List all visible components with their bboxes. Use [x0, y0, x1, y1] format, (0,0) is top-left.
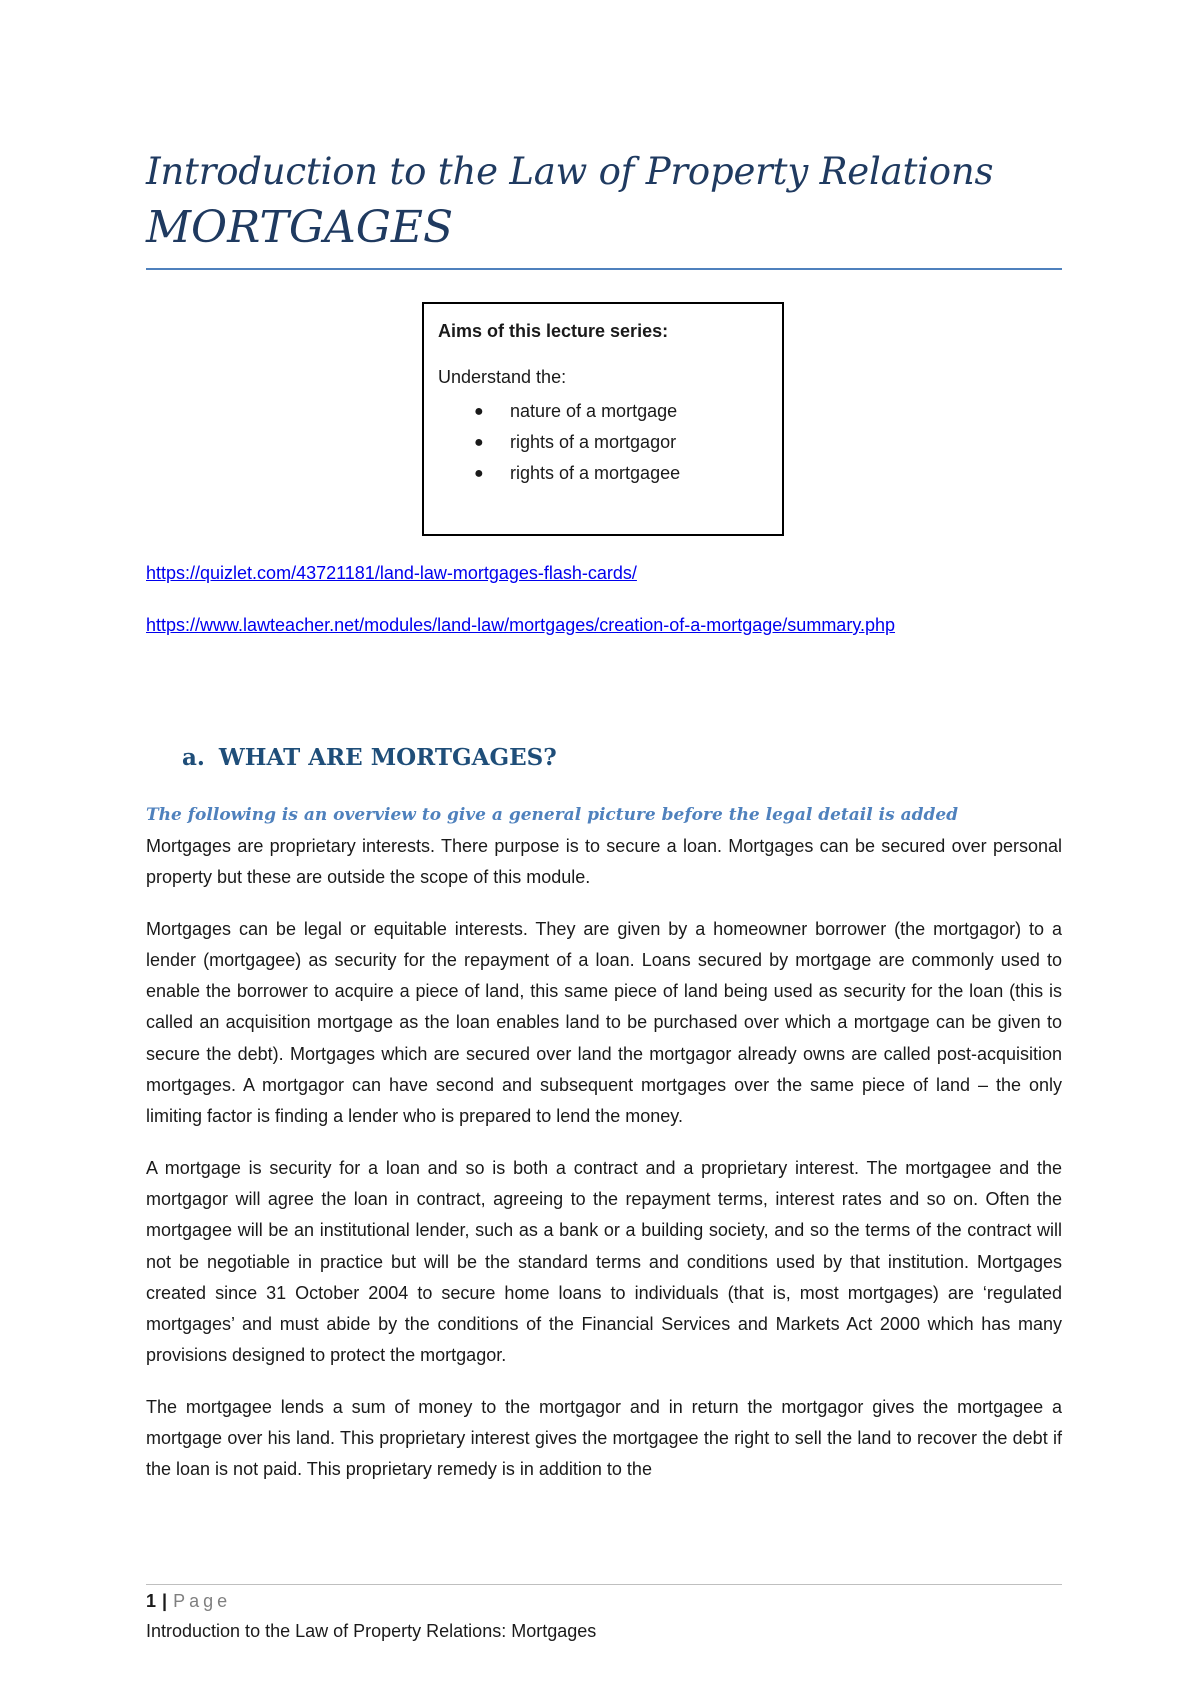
paragraph: Mortgages can be legal or equitable interests. They are given by a homeowner borrower (the mortgagor) to a lender (mortgagee) as security for the repayment of a loan. Loans secured by mortgage are commonly used to enable the borrower to acquire a piece of land, this same piece of land being used as security for the loan (this is called an acquisition mortgage as the loan enables land to be purchased over which a mortgage can be given to secure the debt). Mortgages which are secured over land the mortgagor already owns are called post-acquisition mortgages. A mortgagor can have second and subsequent mortgages over the same piece of land – the only limiting factor is finding a lender who is prepared to lend the money.: [146, 918, 1062, 1127]
title-line-1: Introduction to the Law of Property Relations: [146, 150, 994, 193]
list-item: [438, 396, 768, 427]
bullet-icon: ●: [474, 434, 484, 451]
list-item: [438, 427, 768, 458]
document-title: [146, 146, 1062, 258]
body-text: [146, 800, 1062, 1486]
aims-heading: Aims of this lecture series:: [438, 321, 669, 341]
paragraph: The mortgagee lends a sum of money to the mortgagor and in return the mortgagor gives the mortgagee a mortgage over his land. This proprietary interest gives the mortgagee the right to sell the land to recover the debt if the loan is not paid. This proprietary remedy is in addition to the: [146, 1396, 1062, 1480]
section-marker: a.: [182, 744, 205, 771]
footer-divider: [146, 1584, 1062, 1585]
lawteacher-link[interactable]: https://www.lawteacher.net/modules/land-law/mortgages/creation-of-a-mortgage/summary.php: [146, 615, 896, 635]
document-page: [146, 0, 1062, 1698]
aims-item-label: rights of a mortgagor: [510, 432, 677, 452]
title-line-2: MORTGAGES: [146, 202, 454, 253]
section-heading: [182, 744, 557, 771]
aims-item-label: nature of a mortgage: [510, 401, 678, 421]
aims-intro: Understand the:: [438, 367, 567, 387]
section-heading-text: WHAT ARE MORTGAGES?: [218, 744, 557, 771]
overview-note: The following is an overview to give a general picture before the legal detail is added: [146, 805, 959, 825]
footer-page-number: [146, 1588, 231, 1614]
footer-document-title: Introduction to the Law of Property Relations: Mortgages: [146, 1621, 597, 1641]
aims-box: [422, 302, 784, 536]
paragraph: Mortgages are proprietary interests. There purpose is to secure a loan. Mortgages can be secured over personal property but these are outside the scope of this module.: [146, 836, 1062, 888]
bullet-icon: ●: [474, 465, 484, 482]
aims-item-label: rights of a mortgagee: [510, 463, 681, 483]
paragraph: A mortgage is security for a loan and so is both a contract and a proprietary interest. The mortgagee and the mortgagor will agree the loan in contract, agreeing to the repayment terms, interest rates and so on. Often the mortgagee will be an institutional lender, such as a bank or a building society, and so the terms of the contract will not be negotiable in practice but will be the standard terms and conditions used by that institution. Mortgages created since 31 October 2004 to secure home loans to individuals (that is, most mortgages) are ‘regulated mortgages’ and must abide by the conditions of the Financial Services and Markets Act 2000 which has many provisions designed to protect the mortgagor.: [146, 1157, 1062, 1366]
aims-list: [438, 396, 768, 489]
quizlet-link[interactable]: https://quizlet.com/43721181/land-law-mortgages-flash-cards/: [146, 563, 637, 583]
bullet-icon: ●: [474, 403, 484, 420]
page-separator: |: [162, 1591, 168, 1611]
page-number: 1: [146, 1591, 157, 1611]
title-underline: [146, 268, 1062, 270]
list-item: [438, 458, 768, 489]
page-word: Page: [173, 1591, 232, 1611]
